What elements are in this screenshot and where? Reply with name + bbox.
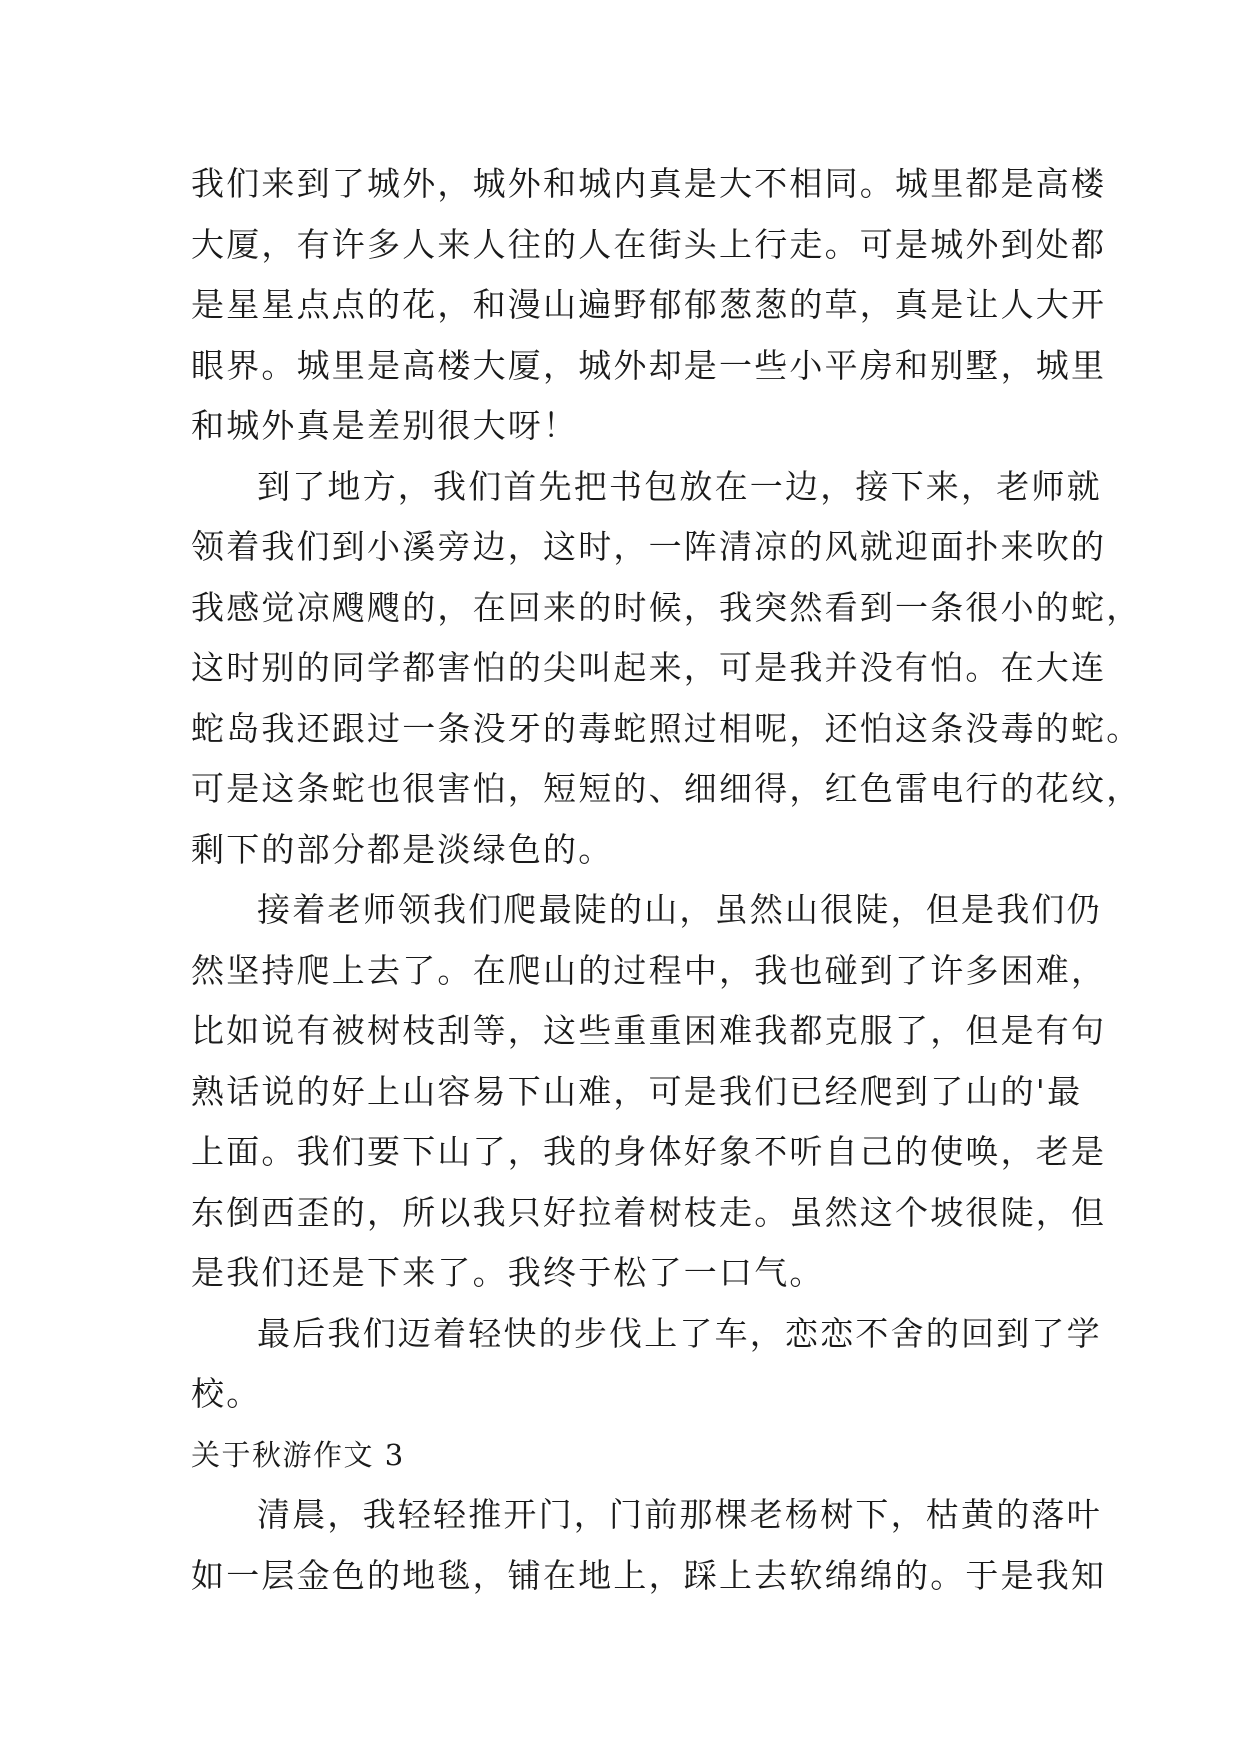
text-line: 东倒西歪的，所以我只好拉着树枝走。虽然这个坡很陡，但 bbox=[191, 1192, 1107, 1232]
text-line: 大厦，有许多人来人往的人在街头上行走。可是城外到处都 bbox=[191, 224, 1107, 264]
text-line: 校。 bbox=[191, 1374, 262, 1413]
text-line: 我们来到了城外，城外和城内真是大不相同。城里都是高楼 bbox=[191, 164, 1107, 203]
text-line: 可是这条蛇也很害怕，短短的、细细得，红色雷电行的花纹， bbox=[191, 769, 1142, 808]
paragraph bbox=[191, 154, 1107, 457]
paragraph bbox=[191, 880, 1107, 1304]
text-line: 是星星点点的花，和漫山遍野郁郁葱葱的草，真是让人大开 bbox=[191, 285, 1107, 324]
text-line: 熟话说的好上山容易下山难，可是我们已经爬到了山的'最 bbox=[191, 1071, 1083, 1111]
text-line: 这时别的同学都害怕的尖叫起来，可是我并没有怕。在大连 bbox=[191, 648, 1107, 687]
document-body bbox=[191, 154, 1142, 1606]
section-heading: 关于秋游作文 3 bbox=[191, 1437, 405, 1472]
text-line: 接着老师领我们爬最陡的山，虽然山很陡，但是我们仍 bbox=[257, 890, 1102, 929]
text-line: 剩下的部分都是淡绿色的。 bbox=[191, 829, 614, 869]
text-line: 蛇岛我还跟过一条没牙的毒蛇照过相呢，还怕这条没毒的蛇。 bbox=[191, 708, 1142, 748]
paragraph bbox=[191, 457, 1142, 881]
text-line: 然坚持爬上去了。在爬山的过程中，我也碰到了许多困难， bbox=[191, 950, 1107, 990]
text-line: 领着我们到小溪旁边，这时，一阵清凉的风就迎面扑来吹的 bbox=[191, 527, 1107, 566]
text-line: 清晨，我轻轻推开门，门前那棵老杨树下，枯黄的落叶 bbox=[257, 1495, 1102, 1534]
paragraph bbox=[191, 1485, 1107, 1606]
text-line: 到了地方，我们首先把书包放在一边，接下来，老师就 bbox=[257, 466, 1102, 506]
text-line: 比如说有被树枝刮等，这些重重困难我都克服了，但是有句 bbox=[191, 1011, 1107, 1050]
text-line: 眼界。城里是高楼大厦，城外却是一些小平房和别墅，城里 bbox=[191, 345, 1107, 385]
text-line: 上面。我们要下山了，我的身体好象不听自己的使唤，老是 bbox=[191, 1132, 1107, 1171]
text-line: 我感觉凉飕飕的，在回来的时候，我突然看到一条很小的蛇， bbox=[191, 587, 1142, 627]
paragraph bbox=[191, 1304, 1102, 1425]
text-line: 和城外真是差别很大呀！ bbox=[191, 406, 579, 445]
text-line: 是我们还是下来了。我终于松了一口气。 bbox=[191, 1253, 825, 1292]
text-line: 如一层金色的地毯，铺在地上，踩上去软绵绵的。于是我知 bbox=[191, 1555, 1107, 1595]
text-line: 最后我们迈着轻快的步伐上了车，恋恋不舍的回到了学 bbox=[257, 1313, 1102, 1353]
